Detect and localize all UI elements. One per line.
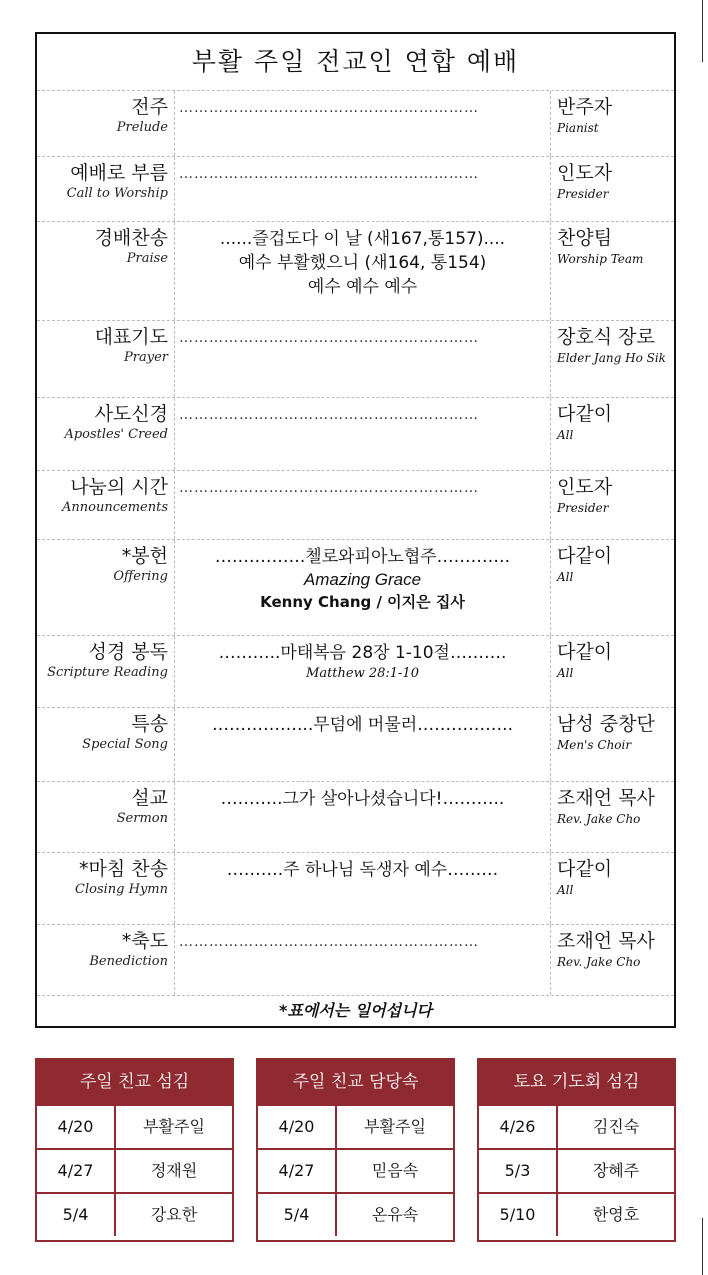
leader-en: All (557, 428, 574, 442)
name-cell: 강요한 (150, 1205, 198, 1224)
performers: Kenny Chang / 이지은 집사 (260, 593, 465, 611)
leader-ko: 조재언 목사 (557, 787, 655, 809)
row-label (37, 782, 175, 852)
name-cell: 한영호 (592, 1205, 640, 1224)
label-en: Benediction (89, 954, 168, 969)
leader-dots: …………………………………………………… (179, 934, 479, 950)
name-cell: 정재원 (150, 1161, 198, 1180)
date-cell: 4/26 (479, 1106, 558, 1148)
program-row-prelude (37, 91, 674, 157)
row-label (37, 91, 175, 156)
program-title: 부활 주일 전교인 연합 예배 (37, 34, 674, 91)
row-content (175, 398, 551, 470)
label-ko: 나눔의 시간 (70, 476, 168, 498)
label-ko: 경배찬송 (94, 227, 168, 249)
leader-dots: …………………………………………………… (179, 480, 479, 496)
box-title: 주일 친교 담당속 (258, 1060, 453, 1104)
program-row-praise (37, 222, 674, 321)
leader-ko: 다같이 (557, 858, 613, 880)
special-song-title: ……………...무덤에 머물러…………….. (212, 715, 513, 735)
standing-notice: *표에서는 일어섭니다 (278, 1001, 433, 1020)
fellowship-serving-box (35, 1058, 234, 1242)
leader-en: Presider (557, 187, 609, 201)
leader-ko: 인도자 (557, 162, 613, 184)
leader-ko: 장호식 장로 (557, 326, 655, 348)
row-label (37, 925, 175, 995)
row-label (37, 471, 175, 539)
row-label (37, 853, 175, 924)
leader-dots: …………………………………………………… (179, 166, 479, 182)
leader-ko: 다같이 (557, 641, 613, 663)
date-cell: 4/20 (258, 1106, 337, 1148)
row-content (175, 636, 551, 707)
row-label (37, 636, 175, 707)
name-cell: 장혜주 (592, 1161, 640, 1180)
label-en: Praise (126, 251, 168, 266)
page-edge-line (702, 0, 703, 62)
label-en: Call to Worship (66, 186, 168, 201)
name-cell: 온유속 (371, 1205, 419, 1224)
row-leader (551, 157, 674, 221)
table-row (37, 1148, 232, 1192)
leader-en: All (557, 666, 574, 680)
leader-ko: 다같이 (557, 545, 613, 567)
row-label (37, 222, 175, 320)
row-leader (551, 222, 674, 320)
label-en: Offering (113, 569, 168, 584)
program-row-sermon (37, 782, 674, 853)
row-label (37, 708, 175, 781)
label-en: Sermon (116, 811, 168, 826)
row-label (37, 540, 175, 635)
label-en: Prelude (116, 120, 168, 135)
table-row (258, 1192, 453, 1236)
box-title: 주일 친교 섬김 (37, 1060, 232, 1104)
offering-title: …………….첼로와피아노협주…………. (214, 547, 511, 567)
label-ko: *축도 (121, 930, 168, 952)
name-cell: 부활주일 (143, 1117, 205, 1136)
label-en: Scripture Reading (47, 665, 168, 680)
page-edge-line (702, 1218, 703, 1275)
date-cell: 4/27 (258, 1150, 337, 1192)
leader-ko: 다같이 (557, 403, 613, 425)
saturday-prayer-box (477, 1058, 676, 1242)
label-ko: 대표기도 (94, 326, 168, 348)
leader-ko: 찬양팀 (557, 227, 613, 249)
row-content (175, 157, 551, 221)
program-row-call-to-worship (37, 157, 674, 222)
row-leader (551, 321, 674, 397)
leader-ko: 조재언 목사 (557, 930, 655, 952)
row-label (37, 321, 175, 397)
program-row-announcements (37, 471, 674, 540)
program-row-offering (37, 540, 674, 636)
leader-dots: …………………………………………………… (179, 330, 479, 346)
row-content (175, 222, 551, 320)
table-row (258, 1148, 453, 1192)
label-ko: *봉헌 (121, 545, 168, 567)
row-content (175, 782, 551, 852)
program-row-scripture-reading (37, 636, 674, 708)
leader-en: Rev. Jake Cho (557, 812, 641, 826)
date-cell: 4/27 (37, 1150, 116, 1192)
label-ko: 성경 봉독 (88, 641, 168, 663)
date-cell: 5/3 (479, 1150, 558, 1192)
table-row (37, 1192, 232, 1236)
row-content (175, 91, 551, 156)
row-leader (551, 471, 674, 539)
row-content (175, 708, 551, 781)
row-leader (551, 540, 674, 635)
leader-dots: …………………………………………………… (179, 407, 479, 423)
row-leader (551, 782, 674, 852)
label-ko: 예배로 부름 (70, 162, 168, 184)
row-label (37, 398, 175, 470)
row-content (175, 925, 551, 995)
program-row-apostles-creed (37, 398, 674, 471)
row-leader (551, 708, 674, 781)
program-row-benediction (37, 925, 674, 996)
leader-en: Elder Jang Ho Sik (557, 351, 666, 365)
date-cell: 5/4 (258, 1194, 337, 1236)
table-row (479, 1104, 674, 1148)
row-content (175, 471, 551, 539)
label-ko: 설교 (131, 787, 168, 809)
date-cell: 4/20 (37, 1106, 116, 1148)
program-row-prayer (37, 321, 674, 398)
label-en: Announcements (62, 500, 168, 515)
scripture-ko: ………..마태복음 28장 1-10절………. (218, 643, 507, 663)
leader-en: All (557, 570, 574, 584)
row-content (175, 853, 551, 924)
leader-ko: 남성 중창단 (557, 713, 655, 735)
leader-en: Presider (557, 501, 609, 515)
label-en: Closing Hymn (75, 882, 168, 897)
name-cell: 김진숙 (592, 1117, 640, 1136)
program-row-special-song (37, 708, 674, 782)
label-ko: 전주 (131, 96, 168, 118)
table-row (258, 1104, 453, 1148)
leader-ko: 인도자 (557, 476, 613, 498)
leader-dots: …………………………………………………… (179, 100, 479, 116)
row-content (175, 540, 551, 635)
scripture-en: Matthew 28:1-10 (306, 666, 419, 681)
row-leader (551, 398, 674, 470)
hymn-line: 예수 예수 예수 (307, 277, 418, 297)
table-row (479, 1192, 674, 1236)
name-cell: 믿음속 (371, 1161, 419, 1180)
row-leader (551, 853, 674, 924)
label-en: Special Song (82, 737, 168, 752)
leader-en: Men's Choir (557, 738, 632, 752)
leader-en: Worship Team (557, 252, 644, 266)
label-ko: *마침 찬송 (79, 858, 168, 880)
table-row (37, 1104, 232, 1148)
sermon-title: ………..그가 살아나셨습니다!……….. (220, 789, 505, 809)
fellowship-group-box (256, 1058, 455, 1242)
closing-hymn-title: ……….주 하나님 독생자 예수……… (226, 860, 499, 880)
name-cell: 부활주일 (364, 1117, 426, 1136)
worship-program (35, 32, 676, 1028)
leader-en: Rev. Jake Cho (557, 955, 641, 969)
row-leader (551, 91, 674, 156)
row-label (37, 157, 175, 221)
leader-en: Pianist (557, 121, 599, 135)
label-en: Prayer (124, 350, 168, 365)
label-ko: 특송 (131, 713, 168, 735)
row-leader (551, 636, 674, 707)
row-leader (551, 925, 674, 995)
hymn-line: ......즐겁도다 이 날 (새167,통157).... (219, 229, 506, 249)
date-cell: 5/4 (37, 1194, 116, 1236)
table-row (479, 1148, 674, 1192)
program-row-closing-hymn (37, 853, 674, 925)
hymn-line: 예수 부활했으니 (새164, 통154) (238, 253, 487, 273)
leader-ko: 반주자 (557, 96, 613, 118)
row-content (175, 321, 551, 397)
label-en: Apostles' Creed (64, 427, 168, 442)
song-title: Amazing Grace (303, 570, 422, 589)
leader-en: All (557, 883, 574, 897)
label-ko: 사도신경 (94, 403, 168, 425)
date-cell: 5/10 (479, 1194, 558, 1236)
box-title: 토요 기도회 섬김 (479, 1060, 674, 1104)
